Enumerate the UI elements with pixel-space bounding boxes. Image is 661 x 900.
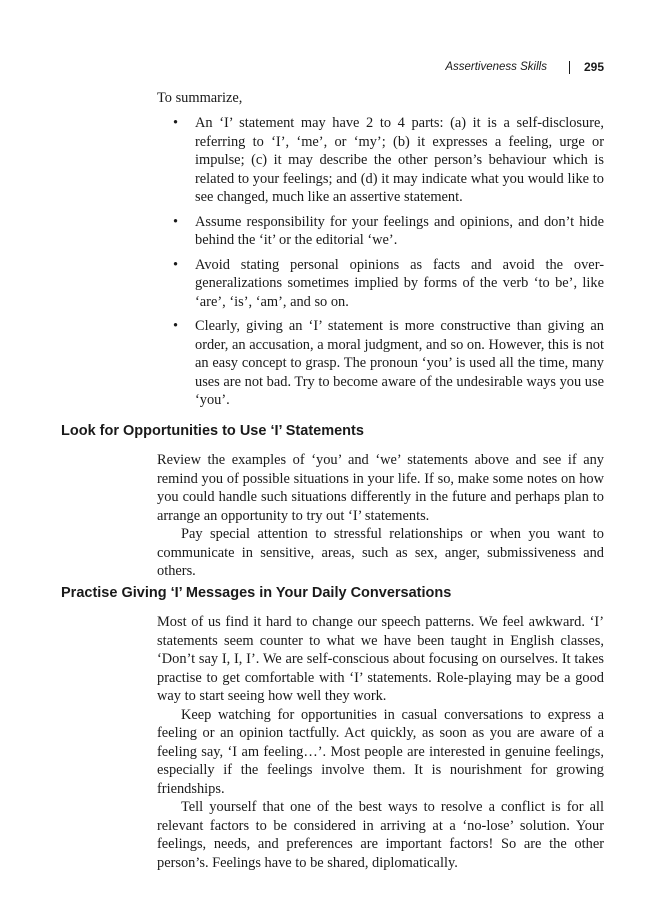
section-paragraph: Tell yourself that one of the best ways to resolve a conflict is for all relevant factors to be considered in arriving at a ‘no-lose’ solution. Your feelings, needs, and preferences are important factors! So are the other person’s. Feelings have to be shared, diplomatically.	[157, 799, 604, 871]
section-practise-body	[157, 613, 604, 872]
summary-intro: To summarize,	[157, 90, 243, 106]
summary-bullet-text: An ‘I’ statement may have 2 to 4 parts: (a) it is a self-disclosure, referring to ‘I’, ‘me’, or ‘my’; (b) it expresses a feeling, urge or impulse; (c) it may describe the other person’s behaviour which is related to your feelings; and (d) it may indicate what you would like to see changed, much like an assertive statement.	[195, 115, 604, 205]
summary-bullet-text: Avoid stating personal opinions as facts and avoid the over-generalizations sometimes implied by forms of the verb ‘to be’, like ‘are’, ‘is’, ‘am’, and so on.	[195, 256, 604, 310]
summary-bullet-item	[157, 317, 604, 410]
running-head-title: Assertiveness Skills	[445, 61, 547, 73]
section-paragraph: Pay special attention to stressful relationships or when you want to communicate in sensitive, areas, such as sex, anger, submissiveness and others.	[157, 526, 604, 579]
bullet-dot-icon: •	[173, 213, 179, 230]
running-head-divider	[569, 61, 570, 74]
summary-bullet-item	[157, 114, 604, 207]
bullet-dot-icon: •	[173, 256, 179, 273]
summary-bullet-item	[157, 256, 604, 312]
summary-bullet-text: Assume responsibility for your feelings and opinions, and don’t hide behind the ‘it’ or the editorial ‘we’.	[195, 213, 604, 248]
section-opportunities-body	[157, 451, 604, 581]
section-heading-practise: Practise Giving ‘I’ Messages in Your Daily Conversations	[61, 585, 452, 601]
summary-bullet-list	[157, 114, 604, 416]
section-paragraph: Most of us find it hard to change our speech patterns. We feel awkward. ‘I’ statements seem counter to what we have been taught in English classes, ‘Don’t say I, I, I’. We are self-conscious about focusing on ourselves. It takes practise to get comfortable with ‘I’ statements. Role-playing may be a good way to start seeing how well they work.	[157, 614, 604, 704]
page-number: 295	[583, 60, 604, 74]
bullet-dot-icon: •	[173, 115, 179, 131]
summary-bullet-item	[157, 213, 604, 250]
summary-bullet-text: Clearly, giving an ‘I’ statement is more constructive than giving an order, an accusation, a moral judgment, and so on. However, this is not an easy concept to grasp. The pronoun ‘you’ is used all the time, many uses are not bad. Try to become aware of the undesirable ways you use ‘you’.	[195, 318, 604, 408]
bullet-dot-icon: •	[173, 318, 179, 334]
running-head	[445, 60, 604, 74]
section-heading-opportunities: Look for Opportunities to Use ‘I’ Statements	[61, 423, 364, 439]
section-paragraph: Review the examples of ‘you’ and ‘we’ statements above and see if any remind you of possible situations in your life. If so, make some notes on how you could handle such situations differently in the future and perhaps plan to arrange an opportunity to try out ‘I’ statements.	[157, 452, 604, 524]
section-paragraph: Keep watching for opportunities in casual conversations to express a feeling or an opinion tactfully. Act quickly, as soon as you are aware of a feeling say, ‘I am feeling…’. Most people are interested in genuine feelings, especially if the feelings involve them. It is nourishment for growing friendships.	[157, 706, 604, 797]
